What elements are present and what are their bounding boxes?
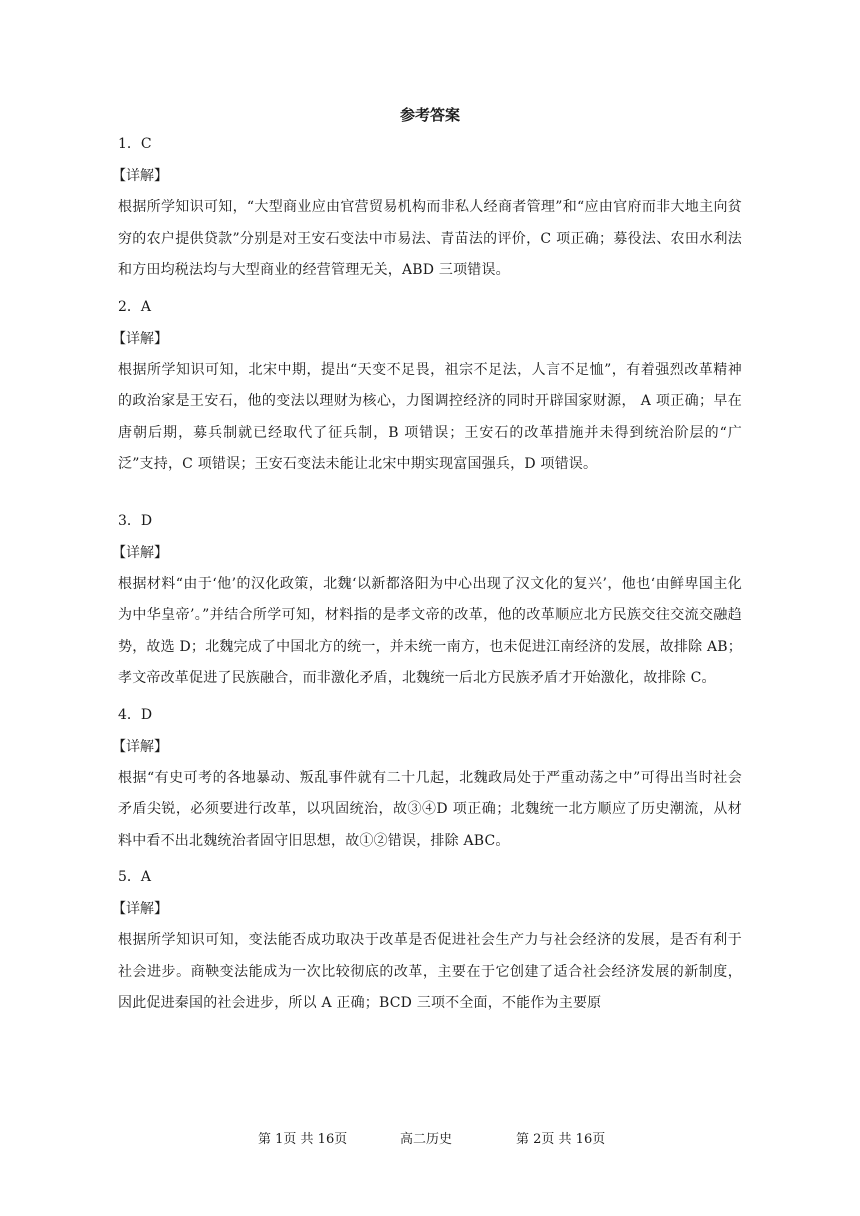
question-number: 2．A: [118, 298, 152, 315]
detail-tag: 【详解】: [112, 544, 168, 561]
footer-subject: 高二历史: [400, 1132, 453, 1147]
answer-explanation: 根据“有史可考的各地暴动、叛乱事件就有二十几起，北魏政局处于严重动荡之中”可得出当时社会矛盾尖锐，必须要进行改革，以巩固统治，故③④D 项正确；北魏统一北方顺应了历史潮流，从材料中看不出北魏统治者固守旧思想，故①②错误，排除 ABC。: [118, 769, 742, 849]
answer-explanation: 根据所学知识可知，“大型商业应由官营贸易机构而非私人经商者管理”和“应由官府而非大地主向贫穷的农户提供贷款”分别是对王安石变法中市易法、青苗法的评价，C 项正确；募役法、农田水利法和方田均税法均与大型商业的经营管理无关，ABD 三项错误。: [118, 199, 742, 278]
page-title: 参考答案: [399, 106, 460, 124]
detail-tag: 【详解】: [112, 168, 168, 184]
answer-explanation: 根据所学知识可知，北宋中期，提出“天变不足畏，祖宗不足法，人言不足恤”，有着强烈改革精神的政治家是王安石，他的变法以理财为核心，力图调控经济的同时开辟国家财源， A 项正确；早在唐朝后期，募兵制就已经取代了征兵制，B 项错误；王安石的改革措施并未得到统治阶层的“广泛”支持，C 项错误；王安石变法未能让北宋中期实现富国强兵，D 项错误。: [118, 361, 742, 472]
question-number: 1．C: [118, 136, 152, 152]
detail-tag: 【详解】: [112, 330, 168, 347]
question-number: 4．D: [118, 706, 153, 723]
answer-explanation: 根据材料“由于‘他’的汉化政策，北魏‘以新都洛阳为中心出现了汉文化的复兴’，他也‘由鲜卑国主化为中华皇帝’。”并结合所学可知，材料指的是孝文帝的改革，他的改革顺应北方民族交往交流交融趋势，故选 D；北魏完成了中国北方的统一，并未统一南方，也未促进江南经济的发展，故排除 AB；孝文帝改革促进了民族融合，而非激化矛盾，北魏统一后北方民族矛盾才开始激化，故排除 C。: [118, 575, 742, 686]
detail-tag: 【详解】: [112, 738, 168, 755]
answer-list: [112, 130, 742, 1020]
question-number: 5．A: [118, 869, 152, 885]
footer-page-left: 第 1页 共 16页: [258, 1132, 348, 1147]
detail-tag: 【详解】: [112, 901, 168, 917]
question-number: 3．D: [118, 512, 153, 529]
answer-explanation: 根据所学知识可知，变法能否成功取决于改革是否促进社会生产力与社会经济的发展，是否有利于社会进步。商鞅变法能成为一次比较彻底的改革，主要在于它创建了适合社会经济发展的新制度，因此促进秦国的社会进步，所以 A 正确；BCD 三项不全面，不能作为主要原: [118, 932, 742, 1011]
footer-page-right: 第 2页 共 16页: [516, 1132, 606, 1147]
